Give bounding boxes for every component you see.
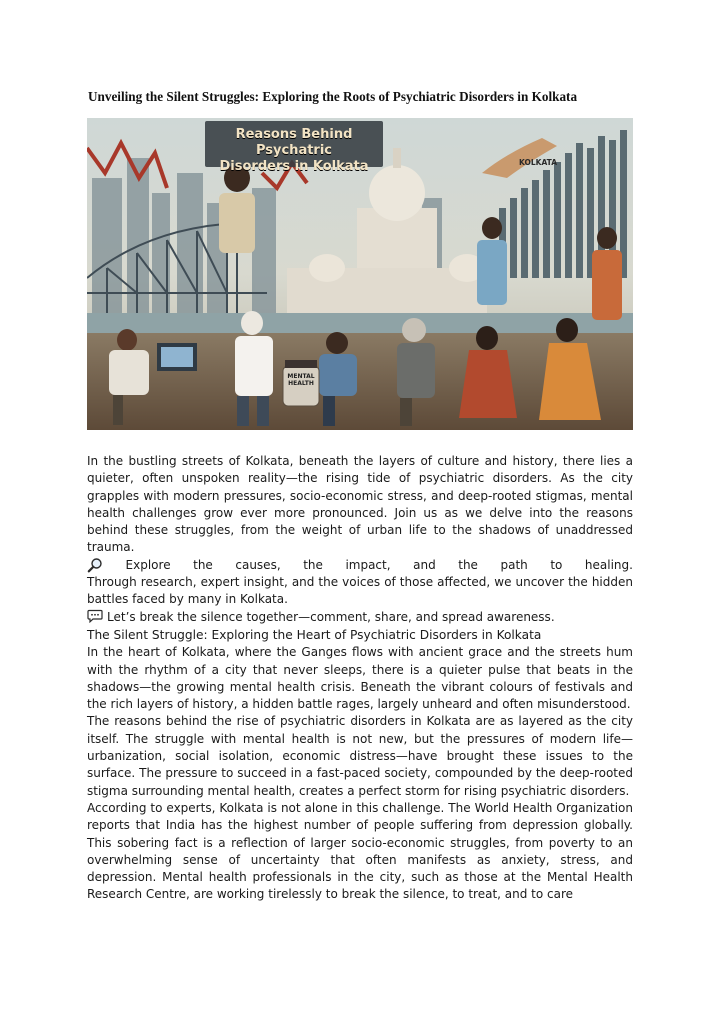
- explore-word: and: [413, 557, 436, 572]
- section-block: [87, 627, 633, 904]
- hero-caption-line1: Reasons Behind Psychatric: [235, 127, 353, 158]
- magnifier-icon: [87, 557, 103, 573]
- explore-word: path: [500, 557, 528, 572]
- hero-caption-line2: Disorders in Kolkata: [219, 159, 369, 174]
- section-heading: The Silent Struggle: Exploring the Heart of Psychiatric Disorders in Kolkata: [87, 628, 542, 642]
- explore-word: causes,: [235, 557, 281, 572]
- explore-word: Explore: [125, 557, 171, 572]
- explore-word: healing.: [584, 557, 633, 572]
- hero-sign-label: KOLKATA: [519, 158, 558, 167]
- section-paragraph: According to experts, Kolkata is not alone in this challenge. The World Health Organization reports that India has the highest number of people suffering from depression globally. This sobering fact is a reflection of larger socio-economic struggles, from poverty to an overwhelming sense of uncertainty that often manifests as anxiety, stress, and depression. Mental health professionals in the city, such as those at the Mental Health Research Centre, are working tirelessly to break the silence, to treat, and to care: [87, 800, 633, 902]
- explore-word: to: [550, 557, 563, 572]
- explore-rest: Through research, expert insight, and the voices of those affected, we uncover the hidden battles faced by many in Kolkata.: [87, 575, 633, 607]
- call-to-action: [87, 609, 633, 626]
- hero-illustration: [87, 118, 633, 430]
- call-to-action-text: Let’s break the silence together—comment, share, and spread awareness.: [107, 609, 555, 624]
- section-paragraph: The reasons behind the rise of psychiatric disorders in Kolkata are as layered as the city itself. The struggle with mental health is not new, but the pressures of modern life—urbanization, social isolation, economic distress—have brought these issues to the surface. The pressure to succeed in a fast-paced society, compounded by the deep-rooted stigma surrounding mental health, creates a perfect storm for rising psychiatric disorders.: [87, 714, 633, 798]
- intro-block: [87, 453, 633, 626]
- speech-bubble-icon: [87, 609, 103, 623]
- hero-jar-label-line2: HEALTH: [288, 380, 314, 387]
- hero-jar-label: [282, 373, 320, 387]
- section-paragraph: In the heart of Kolkata, where the Ganges flows with ancient grace and the streets hum with the rhythm of a city that never sleeps, there is a quieter pulse that beats in the shadows—the growing mental health crisis. Beneath the vibrant colours of festivals and the rich layers of history, a hidden battle rages, largely unheard and often misunderstood.: [87, 645, 633, 712]
- hero-jar-label-line1: MENTAL: [287, 373, 315, 380]
- explore-word: the: [193, 557, 213, 572]
- explore-word: impact,: [345, 557, 391, 572]
- page-title: Unveiling the Silent Struggles: Exploring the Roots of Psychiatric Disorders in Kolkata: [88, 89, 578, 104]
- intro-paragraph: In the bustling streets of Kolkata, beneath the layers of culture and history, there lies a quieter, often unspoken reality—the rising tide of psychiatric disorders. As the city grapples with modern pressures, socio-economic stress, and deep-rooted stigmas, mental health challenges grow ever more pronounced. Join us as we delve into the reasons behind these struggles, from the weight of urban life to the shadows of unaddressed trauma.: [87, 454, 633, 555]
- explore-word: the: [458, 557, 478, 572]
- explore-word: the: [303, 557, 323, 572]
- explore-line: [87, 557, 633, 574]
- hero-caption: [205, 121, 383, 174]
